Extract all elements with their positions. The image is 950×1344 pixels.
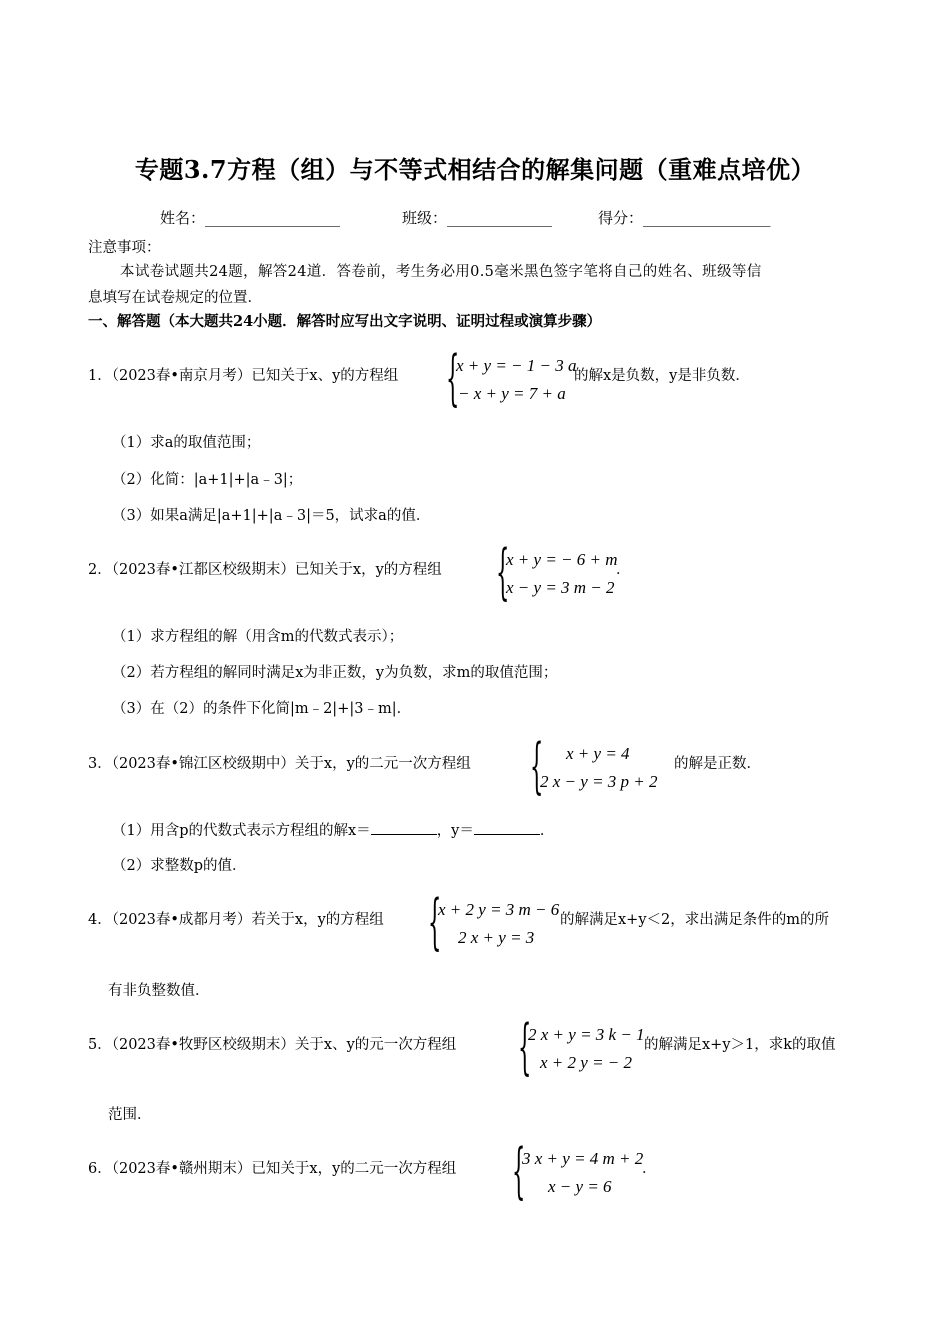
question-2-end: ． xyxy=(616,562,631,578)
question-5-equation-1: 2 x + y = 3 k − 1 xyxy=(528,1025,645,1044)
score-field-label: 得分：_________________ xyxy=(598,209,771,227)
left-brace-icon: { xyxy=(446,343,460,413)
notes-line-2: 息填写在试卷规定的位置． xyxy=(88,290,262,306)
page-title: 专题3.7方程（组）与不等式相结合的解集问题（重难点培优） xyxy=(134,155,816,184)
left-brace-icon: { xyxy=(512,1136,526,1206)
question-4-stem: 4．（2023春•成都月考）若关于x，y的方程组 xyxy=(88,912,384,928)
question-6-equation-2: x − y = 6 xyxy=(548,1177,612,1196)
question-6-stem: 6．（2023春•赣州期末）已知关于x，y的二元一次方程组 xyxy=(88,1161,457,1177)
question-6-equation-1: 3 x + y = 4 m + 2 xyxy=(522,1149,644,1168)
left-brace-icon: { xyxy=(518,1012,532,1082)
question-1-condition: 的解x是负数，y是非负数． xyxy=(574,368,750,384)
question-3-part-2: （2）求整数p的值． xyxy=(112,858,247,874)
section-heading: 一、解答题（本大题共24小题．解答时应写出文字说明、证明过程或演算步骤） xyxy=(88,313,602,330)
question-5-stem: 5．（2023春•牧野区校级期末）关于x、y的元一次方程组 xyxy=(88,1037,457,1053)
question-4-continuation: 有非负整数值． xyxy=(108,983,210,999)
notes-line-1: 本试卷试题共24题，解答24道．答卷前，考生务必用0.5毫米黑色签字笔将自己的姓名、班级等信 xyxy=(120,264,762,280)
notes-heading: 注意事项： xyxy=(88,240,161,256)
question-3-part-1-y: ，y＝ xyxy=(436,823,474,839)
question-4-equation-2: 2 x + y = 3 xyxy=(458,928,535,947)
question-3-part-1-text: （1）用含p的代数式表示方程组的解x＝ xyxy=(112,823,371,839)
question-2-part-2: （2）若方程组的解同时满足x为非正数，y为负数，求m的取值范围； xyxy=(112,665,558,681)
question-4-condition: 的解满足x+y＜2，求出满足条件的m的所 xyxy=(560,912,829,928)
question-3-part-1-end: ． xyxy=(539,823,555,839)
question-1-part-3: （3）如果a满足|a+1|+|a﹣3|＝5，试求a的值． xyxy=(112,508,431,524)
question-3-condition: 的解是正数． xyxy=(674,756,761,772)
question-2-equation-1: x + y = − 6 + m xyxy=(506,550,618,569)
question-6-end: ． xyxy=(642,1161,657,1177)
answer-blank-y[interactable] xyxy=(474,820,540,835)
left-brace-icon: { xyxy=(530,731,544,801)
question-1-equation-2: − x + y = 7 + a xyxy=(458,384,566,403)
question-5-condition: 的解满足x+y＞1，求k的取值 xyxy=(644,1037,836,1053)
question-3-part-1 xyxy=(112,819,554,840)
question-1-part-2: （2）化简：|a+1|+|a﹣3|； xyxy=(112,472,303,488)
question-2-stem: 2．（2023春•江都区校级期末）已知关于x，y的方程组 xyxy=(88,562,442,578)
question-1-part-1: （1）求a的取值范围； xyxy=(112,435,261,451)
left-brace-icon: { xyxy=(496,537,510,607)
question-4-equation-1: x + 2 y = 3 m − 6 xyxy=(438,900,560,919)
question-3-equation-2: 2 x − y = 3 p + 2 xyxy=(540,772,658,791)
question-1-stem: 1．（2023春•南京月考）已知关于x、y的方程组 xyxy=(88,368,399,384)
answer-blank-x[interactable] xyxy=(371,820,437,835)
class-field-label: 班级：______________ xyxy=(402,209,553,227)
question-1-equation-1: x + y = − 1 − 3 a xyxy=(456,356,577,375)
question-2-equation-2: x − y = 3 m − 2 xyxy=(506,578,615,597)
question-2-part-1: （1）求方程组的解（用含m的代数式表示）； xyxy=(112,629,404,645)
question-3-stem: 3．（2023春•锦江区校级期中）关于x，y的二元一次方程组 xyxy=(88,756,471,772)
name-field-label: 姓名：__________________ xyxy=(160,209,341,227)
question-3-equation-1: x + y = 4 xyxy=(566,744,630,763)
question-2-part-3: （3）在（2）的条件下化简|m﹣2|+|3﹣m|． xyxy=(112,701,412,717)
question-5-continuation: 范围． xyxy=(108,1107,152,1123)
question-5-equation-2: x + 2 y = − 2 xyxy=(540,1053,633,1072)
left-brace-icon: { xyxy=(428,887,442,957)
